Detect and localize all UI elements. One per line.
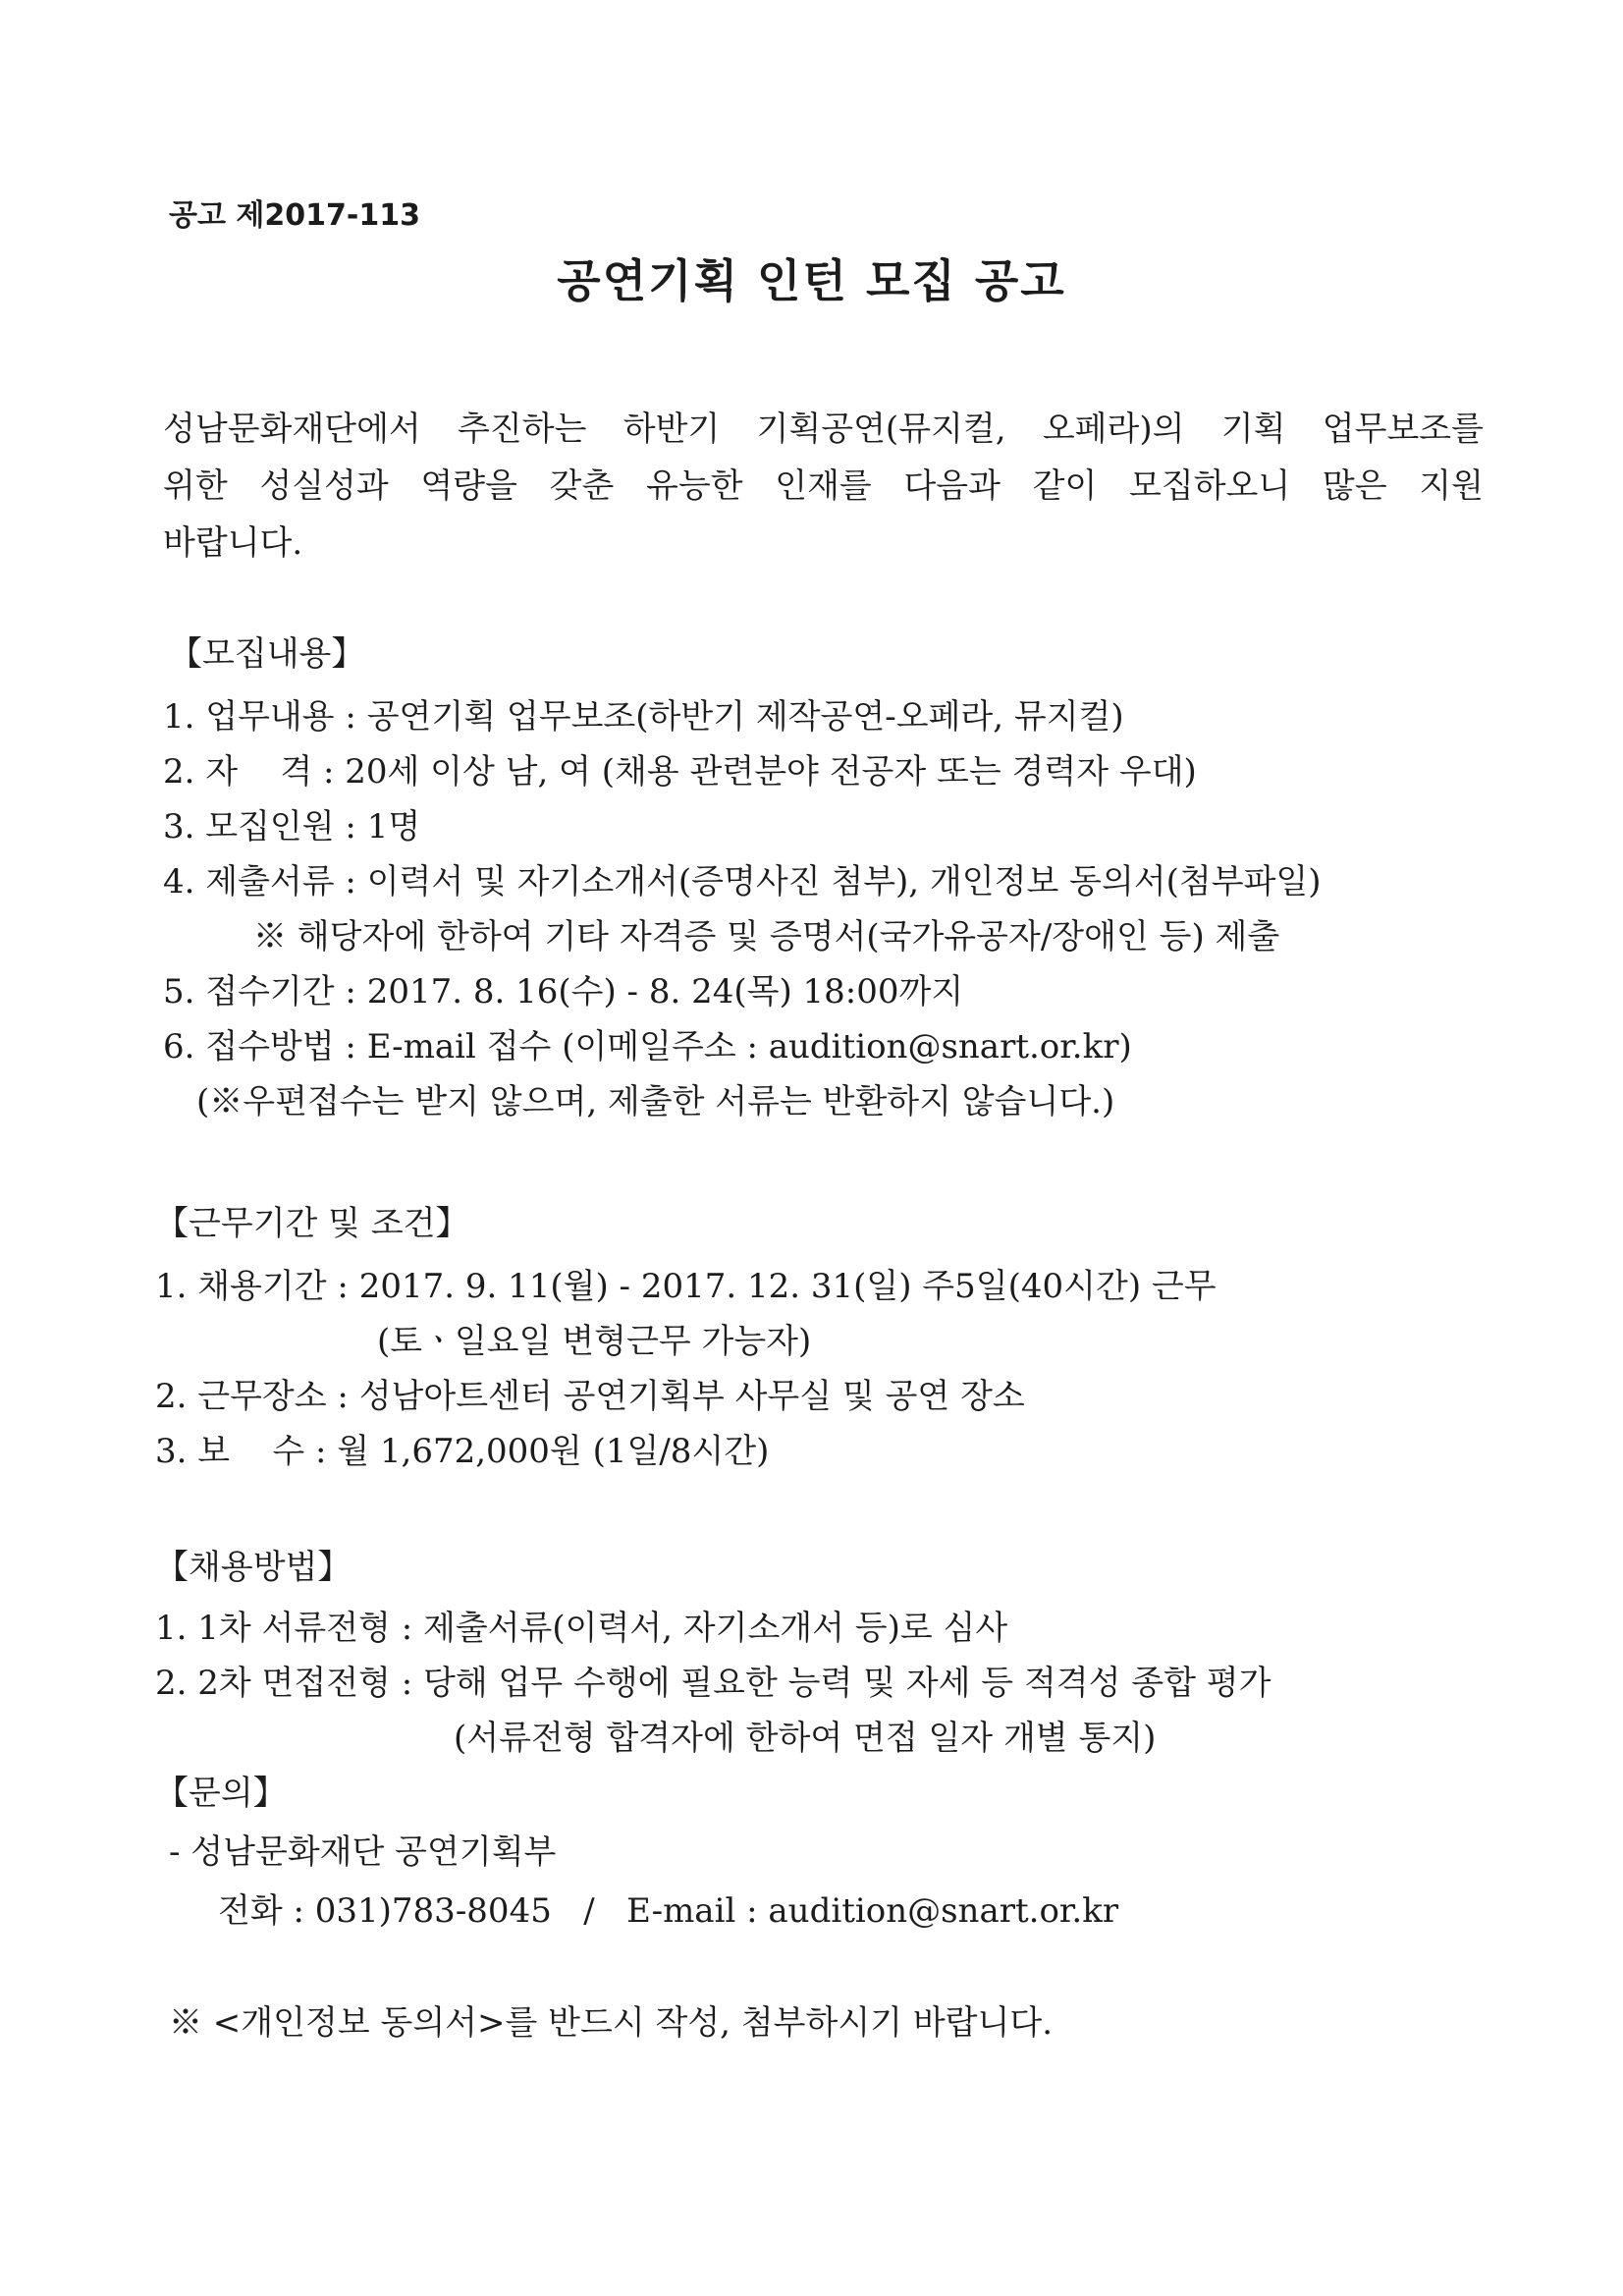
- page-title: 공연기획 인턴 모집 공고: [557, 254, 1066, 307]
- recruit-item: 2. 자 격 : 20세 이상 남, 여 (채용 관련분야 전공자 또는 경력자 우대): [163, 752, 1197, 792]
- intro-line: 성남문화재단에서 추진하는 하반기 기획공연(뮤지컬, 오페라)의 기획 업무보조를: [163, 410, 1484, 449]
- recruit-item: 4. 제출서류 : 이력서 및 자기소개서(증명사진 첨부), 개인정보 동의서(첨부파일): [163, 862, 1322, 902]
- footer-note: ※ <개인정보 동의서>를 반드시 작성, 첨부하시기 바랍니다.: [169, 2003, 1054, 2043]
- method-item: 1. 1차 서류전형 : 제출서류(이력서, 자기소개서 등)로 심사: [155, 1609, 1008, 1648]
- recruit-item: 3. 모집인원 : 1명: [163, 807, 421, 847]
- intro-line: 바랍니다.: [163, 523, 303, 563]
- section-heading-inquiry: 【문의】: [155, 1774, 287, 1813]
- method-note: (서류전형 합격자에 한하여 면접 일자 개별 통지): [454, 1719, 1157, 1758]
- conditions-item: 1. 채용기간 : 2017. 9. 11(월) - 2017. 12. 31(일) 주5일(40시간) 근무: [155, 1267, 1217, 1306]
- inquiry-contact: 전화 : 031)783-8045 / E-mail : audition@snart.or.kr: [218, 1891, 1119, 1931]
- inquiry-org: - 성남문화재단 공연기획부: [169, 1832, 557, 1872]
- section-heading-method: 【채용방법】: [155, 1548, 352, 1587]
- section-heading-recruit: 【모집내용】: [169, 634, 365, 674]
- recruit-note: ※ 해당자에 한하여 기타 자격증 및 증명서(국가유공자/장애인 등) 제출: [253, 917, 1280, 957]
- intro-line: 위한 성실성과 역량을 갖춘 유능한 인재를 다음과 같이 모집하오니 많은 지원: [163, 466, 1484, 506]
- section-heading-conditions: 【근무기간 및 조건】: [155, 1204, 469, 1243]
- conditions-item: 3. 보 수 : 월 1,672,000원 (1일/8시간): [155, 1432, 770, 1471]
- conditions-note: (토ㆍ일요일 변형근무 가능자): [377, 1322, 812, 1361]
- recruit-item: 6. 접수방법 : E-mail 접수 (이메일주소 : audition@snart.or.kr): [163, 1027, 1132, 1066]
- recruit-item: 1. 업무내용 : 공연기획 업무보조(하반기 제작공연-오페라, 뮤지컬): [163, 697, 1124, 737]
- notice-number: 공고 제2017-113: [169, 198, 420, 233]
- conditions-item: 2. 근무장소 : 성남아트센터 공연기획부 사무실 및 공연 장소: [155, 1377, 1025, 1416]
- recruit-item: 5. 접수기간 : 2017. 8. 16(수) - 8. 24(목) 18:00까지: [163, 972, 964, 1011]
- method-item: 2. 2차 면접전형 : 당해 업무 수행에 필요한 능력 및 자세 등 적격성 종합 평가: [155, 1664, 1271, 1703]
- recruit-note: (※우편접수는 받지 않으며, 제출한 서류는 반환하지 않습니다.): [196, 1082, 1115, 1121]
- intro-paragraph: [163, 401, 1484, 572]
